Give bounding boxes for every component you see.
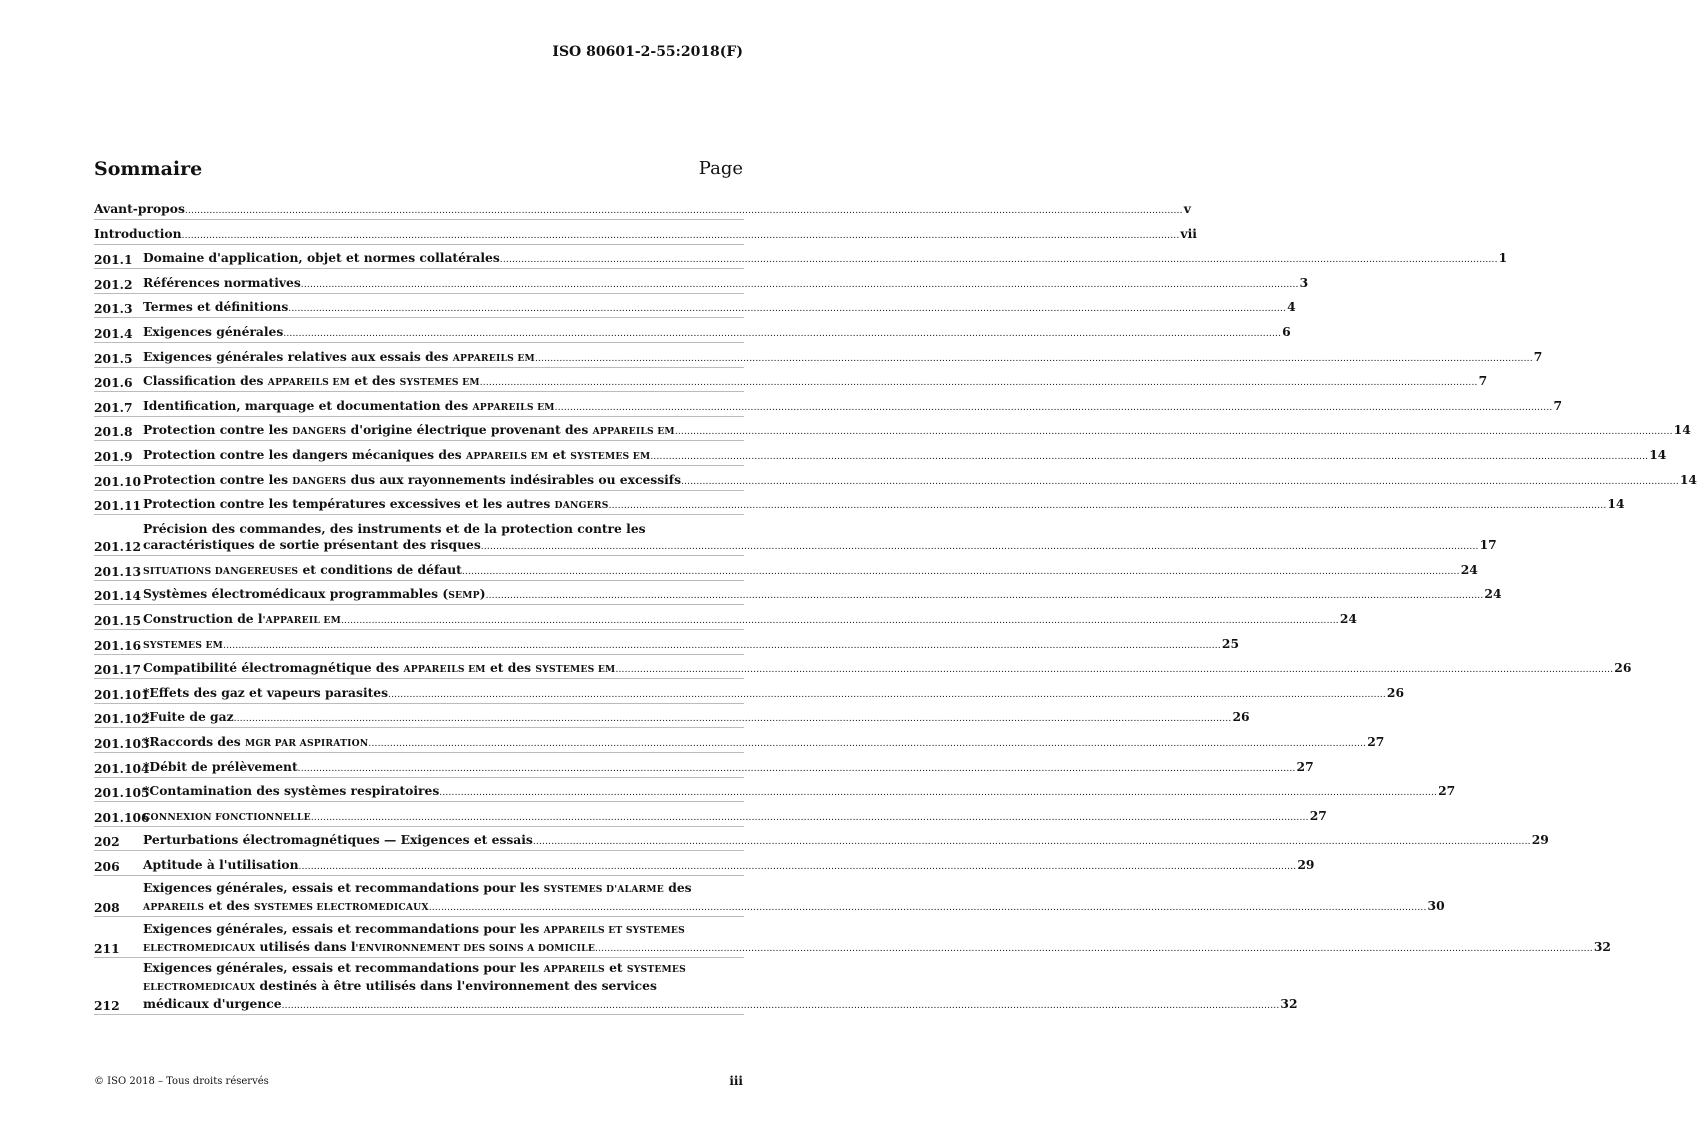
toc-entry-number: 201.3 [94,301,133,317]
dot-leader [609,498,1607,514]
toc-entry-title-line: CONNEXION FONCTIONNELLE [143,811,311,823]
toc-entry-page: 7 [1553,397,1563,413]
dot-leader [299,859,1297,875]
dot-leader [500,252,1498,268]
toc-entry[interactable] [94,635,1240,655]
toc-entry-page: 26 [1386,684,1405,700]
dot-leader [182,228,1180,244]
toc-entry-page: 27 [1367,733,1385,749]
toc-entry-page: 24 [1484,586,1502,602]
toc-entry[interactable] [94,323,1291,343]
toc-entry-number: 201.17 [94,662,142,678]
dot-leader [480,375,1478,391]
toc-entry-number: 201.101 [94,686,150,702]
toc-entry[interactable] [94,783,1456,802]
toc-entry[interactable] [94,561,1478,581]
toc-entry-title-line: *Contamination des systèmes respiratoires [143,783,440,799]
toc-entry-number: 201.6 [94,375,133,391]
toc-entry[interactable] [94,586,1502,605]
toc-entry-title-line: Références normatives [143,274,301,290]
toc-entry-title-line: Exigences générales [143,323,284,339]
toc-entry-page: 25 [1221,635,1240,651]
dot-leader [388,687,1386,703]
page-number: iii [729,1074,743,1088]
toc-entry[interactable] [94,274,1309,294]
toc-entry-title-line: *Fuite de gaz [143,709,234,725]
toc-entry-title-line: Exigences générales, essais et recommandations pour les APPAREILS ET SYSTEMES [143,921,685,937]
toc-entry-title-line: Protection contre les températures excessives et les autres DANGERS [143,496,609,512]
toc-entry-page: 3 [1299,274,1309,290]
toc-entry[interactable] [94,496,1625,515]
toc-entry-title-line: APPAREILS et des SYSTEMES ELECTROMEDICAUX [143,898,429,914]
dot-leader [223,638,1221,654]
dot-leader [288,301,1286,317]
toc-entry-title-line: Identification, marquage et documentation des APPAREILS EM [143,397,555,413]
toc-entry-page: 32 [1280,995,1298,1011]
toc-entry-page: 14 [1607,496,1625,512]
toc-entry-title-line: Classification des APPAREILS EM et des SYSTEMES EM [143,373,480,389]
toc-entry-number: 206 [94,858,120,874]
toc-entry-title-line: Protection contre les DANGERS d'origine électrique provenant des APPAREILS EM [143,422,675,438]
toc-entry-number: 211 [94,941,120,957]
toc-entry-title-line: médicaux d'urgence [143,995,282,1011]
toc-entry-title-line: Compatibilité électromagnétique des APPAREILS EM et des SYSTEMES EM [143,660,616,676]
toc-entry-title-line: *Effets des gaz et vapeurs parasites [143,684,389,700]
toc-entry[interactable] [94,373,1488,392]
dot-leader [486,588,1484,604]
toc-entry-title-line: Termes et définitions [143,299,289,315]
toc-entry-page: 14 [1673,422,1691,438]
toc-entry[interactable] [94,709,1250,728]
toc-entry-title-line: caractéristiques de sortie présentant des risques [143,537,481,553]
dot-leader [185,203,1183,219]
dot-leader [439,785,1437,801]
toc-entry-number: 201.9 [94,448,133,464]
dot-leader [650,449,1648,465]
dot-leader [675,424,1673,440]
toc-entry-title-line: *Débit de prélèvement [143,758,298,774]
copyright-notice: © ISO 2018 – Tous droits réservés [94,1076,269,1087]
toc-entry[interactable] [94,201,1191,220]
toc-entry-page: 26 [1614,660,1632,676]
dot-leader [234,711,1232,727]
toc-entry-title-line: ELECTROMEDICAUX utilisés dans l'ENVIRONNEMENT DES SOINS A DOMICILE [143,939,596,955]
toc-entry[interactable] [94,758,1314,778]
toc-entry[interactable] [94,397,1563,417]
toc-entry-title-line: Construction de l'APPAREIL EM [143,611,341,626]
toc-entry-page: 4 [1287,299,1296,315]
dot-leader [615,662,1613,678]
toc-entry[interactable] [94,422,1691,441]
toc-entry[interactable] [94,225,1197,245]
toc-entry-number: 201.2 [94,276,133,292]
toc-entry-number: 201.1 [94,252,133,268]
toc-entry-title-line: Protection contre les dangers mécaniques des APPAREILS EM et SYSTEMES EM [143,446,651,462]
toc-entry-page: 17 [1479,537,1497,553]
toc-entry-number: 201.12 [94,539,142,555]
toc-entry[interactable] [94,446,1667,466]
toc-entry-page: vii [1180,225,1197,241]
page-column-label: Page [698,158,743,179]
toc-entry-page: 26 [1232,709,1250,725]
toc-entry-title-line: Systèmes électromédicaux programmables (SEMP) [143,586,486,602]
toc-entry-number: 201.13 [94,563,142,579]
toc-entry[interactable] [94,521,1497,557]
toc-entry-title-line: ELECTROMEDICAUX destinés à être utilisés dans l'environnement des services [143,977,657,993]
toc-entry-page: 27 [1309,807,1327,823]
toc-entry-number: 201.14 [94,588,142,604]
toc-entry-page: 29 [1297,856,1315,872]
toc-entry[interactable] [94,807,1327,827]
toc-entry[interactable] [94,471,1697,491]
toc-entry-page: 30 [1427,898,1445,914]
table-of-contents [94,201,1697,1021]
toc-entry-number: 201.102 [94,711,150,727]
toc-entry[interactable] [94,921,1611,959]
toc-entry-title-line: Domaine d'application, objet et normes collatérales [143,250,500,266]
toc-entry[interactable] [94,250,1508,269]
toc-entry[interactable] [94,684,1405,704]
toc-entry-page: 14 [1649,446,1667,462]
dot-leader [301,277,1299,293]
toc-entry-number: 208 [94,900,120,916]
dot-leader [282,998,1280,1014]
toc-entry-page: 27 [1296,758,1314,774]
dot-leader [535,351,1533,367]
toc-entry-number: 201.105 [94,785,150,801]
toc-entry-title-line: SYSTEMES EM [143,639,224,651]
document-id: ISO 80601-2-55:2018(F) [552,44,743,60]
toc-entry-page: v [1183,201,1191,216]
dot-leader [595,941,1593,957]
toc-entry[interactable] [94,611,1357,630]
toc-entry-title-line: Précision des commandes, des instruments et de la protection contre les [143,521,646,537]
toc-entry-number: 201.15 [94,613,142,628]
dot-leader [462,564,1460,580]
toc-entry-title-line: Perturbations électromagnétiques — Exigences et essais [143,832,533,848]
toc-entry-number: 201.8 [94,424,133,440]
toc-entry-page: 27 [1438,783,1456,799]
toc-entry[interactable] [94,856,1315,876]
dot-leader [368,736,1366,752]
toc-entry-page: 6 [1282,323,1291,339]
toc-entry-number: 201.104 [94,760,150,776]
toc-entry-number: 201.103 [94,735,150,751]
dot-leader [341,613,1339,629]
toc-entry-page: 7 [1478,373,1488,389]
toc-entry-title-line: *Raccords des MGR PAR ASPIRATION [143,733,369,749]
toc-entry-title-line: Introduction [94,225,182,241]
toc-entry-number: 201.16 [94,637,142,653]
toc-entry-title-line: Avant-propos [94,201,185,216]
toc-entry[interactable] [94,733,1385,753]
dot-leader [481,539,1479,555]
toc-entry[interactable] [94,880,1445,918]
toc-entry-number: 201.106 [94,809,150,825]
toc-entry-number: 201.10 [94,473,142,489]
toc-entry-title-line: Exigences générales, essais et recommandations pour les SYSTEMES D'ALARME des [143,880,692,896]
toc-heading [94,158,743,184]
dot-leader [681,474,1679,490]
toc-entry-number: 201.11 [94,498,142,514]
toc-entry[interactable] [94,348,1543,368]
toc-entry-title-line: Exigences générales relatives aux essais des APPAREILS EM [143,348,535,364]
toc-entry-page: 29 [1531,832,1549,848]
toc-entry-number: 212 [94,997,120,1013]
toc-entry-number: 201.4 [94,325,133,341]
toc-title: Sommaire [94,158,203,180]
toc-entry-page: 1 [1498,250,1508,266]
toc-entry-title-line: SITUATIONS DANGEREUSES et conditions de défaut [143,561,462,577]
toc-entry-page: 14 [1679,471,1697,487]
toc-entry-title-line: Exigences générales, essais et recommandations pour les APPAREILS et SYSTEMES [143,959,686,975]
dot-leader [555,400,1553,416]
dot-leader [311,810,1309,826]
toc-entry[interactable] [94,959,1298,1015]
toc-entry-page: 7 [1533,348,1543,364]
toc-entry-title-line: Protection contre les DANGERS dus aux rayonnements indésirables ou excessifs [143,471,682,487]
toc-entry[interactable] [94,299,1296,318]
dot-leader [298,761,1296,777]
toc-entry[interactable] [94,660,1632,679]
toc-entry-page: 24 [1339,611,1357,626]
dot-leader [429,900,1427,916]
dot-leader [283,326,1281,342]
toc-entry-number: 201.7 [94,399,133,415]
toc-entry-page: 24 [1460,561,1478,577]
toc-entry-title-line: Aptitude à l'utilisation [143,856,299,872]
dot-leader [533,834,1531,850]
toc-entry-number: 202 [94,834,120,850]
toc-entry[interactable] [94,832,1549,851]
toc-entry-page: 32 [1593,939,1611,955]
toc-entry-number: 201.5 [94,350,133,366]
